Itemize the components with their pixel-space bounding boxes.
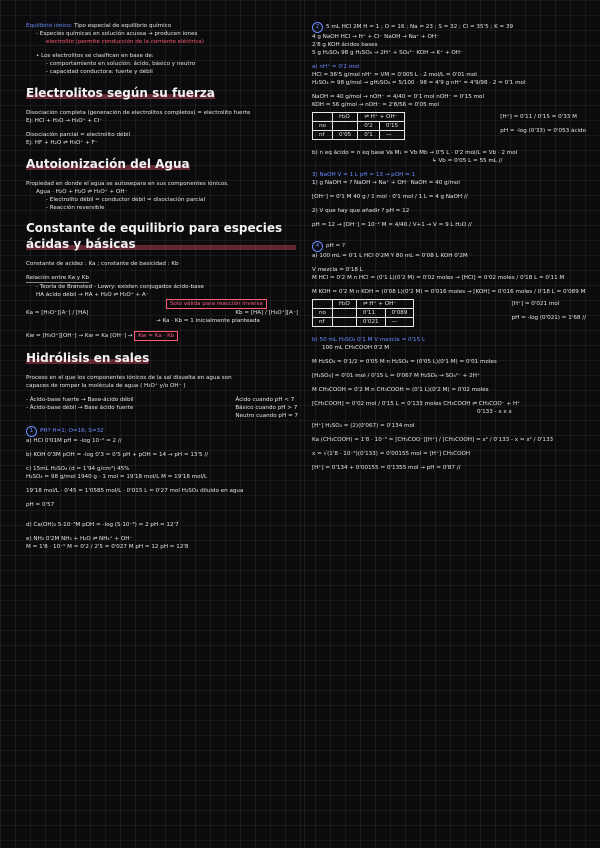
table-row: [313, 309, 414, 318]
ex1-title: PH? H=1; O=16; S=32: [40, 428, 104, 434]
table-row: [313, 113, 405, 122]
fuerza-l1: Disociación completa (generación de electrolitos completos) = electrolito fuerte: [26, 110, 251, 116]
heading-fuerza: Electrolitos según su fuerza: [26, 86, 215, 100]
q4-b9: [H⁺] = 0'134 + 0'00155 = 0'1355 mol → pH = 0'87 //: [312, 465, 461, 471]
table-cell: 0'089: [385, 309, 414, 318]
table-row: [313, 300, 414, 309]
q2-title: 5 mL HCl 2M H = 1 ; O = 16 ; Na = 23 ; S = 32 ; Cl = 35'5 ; K = 39: [326, 24, 514, 30]
table-row: [313, 122, 405, 131]
q4-a3: M KOH = 0'2 M n KOH = (0'08 L)(0'2 M) = 0'016 moles → [KOH] = 0'016 moles / 0'18 L = 0'089 M: [312, 289, 586, 295]
q4-a2: M HCl = 0'2 M n HCl = (0'1 L)(0'2 M) = 0'02 moles → [HCl] = 0'02 moles / 0'18 L = 0'11 M: [312, 275, 565, 281]
hidro-l2: capaces de romper la molécula de agua ( H₃O⁺ y/o OH⁻ ): [26, 383, 186, 389]
table-cell: H₂O: [332, 113, 357, 122]
hidro-r1a: - Ácido-base fuerte: [26, 397, 80, 403]
q2-b2: ↳ Vb = 0'05 L = 55 mL //: [432, 158, 503, 164]
table-cell: no: [313, 122, 333, 131]
q4-t2: pH = -log (0'021) = 1'68 //: [511, 315, 586, 321]
q2-l2: 2'8 g KOH ácidos bases: [312, 42, 378, 48]
intro-l2: electrolito (permite conducción de la corriente eléctrica): [46, 39, 204, 45]
ex1-d: d) Ca(OH)₂ 5·10⁻³M pOH = -log (5·10⁻³) = 2 pH = 12'7: [26, 522, 179, 528]
table-row: [313, 318, 414, 327]
fuerza-l3: Disociación parcial = electrolito débil: [26, 132, 131, 138]
hidro-r2a: - Ácido-base débil: [26, 405, 77, 411]
q4-b: b) 50 mL H₂SO₄ 0'1 M V mezcla = 0'15 L: [312, 337, 426, 343]
const-note2: → Ka · Kb = 1 inicialmente planteada: [156, 318, 260, 324]
q4-t1: [H⁺] = 0'021 mol: [511, 301, 560, 307]
q2-b: b) n eq ácido = n eq base Va M₁ = Vb Mb → 0'5 L · 0'2 mol/L = Vb · 2 mol: [312, 150, 518, 156]
q4-b6: [H⁺] H₂SO₄ = (2)(0'067) = 0'134 mol: [312, 423, 415, 429]
ka-formula: Ka = [H₃O⁺][A⁻] / [HA]: [26, 310, 89, 316]
q2-t1: [H⁺] = 0'11 / 0'15 = 0'33 M: [500, 114, 577, 120]
table-cell: ⇌ H⁺ + OH⁻: [358, 113, 405, 122]
const-l4: HA ácido débil → HA + H₂O ⇌ H₃O⁺ + A⁻: [36, 292, 149, 298]
q3-header: 3) NaOH V = 1 L pH = 13 → pOH = 1: [312, 172, 416, 178]
q4-b4: M CH₃COOH = 0'2 M n CH₃COOH = (0'1 L)(0'2 M) = 0'02 moles: [312, 387, 489, 393]
q4-b8: x = √(1'8 · 10⁻⁵)(0'133) = 0'00155 mol = [H⁺] CH₃COOH: [312, 451, 471, 457]
q4-b5: [CH₃COOH] = 0'02 mol / 0'15 L = 0'133 moles CH₃COOH ⇌ CH₃COO⁻ + H⁺: [312, 401, 521, 407]
kb-formula: Kb = [HA] / [H₃O⁺][A⁻]: [235, 310, 298, 316]
ex1-e2: M = 1'8 · 10⁻⁵ M = 0'2 / 2'5 = 0'027 M pH = 12 pH = 12'8: [26, 544, 189, 550]
q4-b7: Ka (CH₃COOH) = 1'8 · 10⁻⁵ = [CH₃COO⁻][H⁺] / [CH₃COOH] = x² / 0'133 - x ≈ x² / 0'133: [312, 437, 554, 443]
q2-a4: KOH = 56 g/mol → nOH⁻ = 2'8/56 = 0'05 mol: [312, 102, 439, 108]
ex1-e1: e) NH₃ 0'2M NH₃ + H₂O ⇌ NH₄⁺ + OH⁻: [26, 536, 133, 542]
intro-term: Equilibrio iónico:: [26, 23, 73, 29]
hidro-l1: Proceso en el que los componentes iónicos de la sal disuelta en agua son: [26, 375, 232, 381]
hidro-r2: [26, 404, 134, 412]
q3-d: pH = 12 → [OH⁻] = 10⁻² M = 4/40 / V+1 → V = 9 L H₂O //: [312, 222, 472, 228]
intro-line: [26, 22, 298, 30]
q4-title: pH = ?: [326, 243, 345, 249]
ex1-c3: 19'18 mol/L · 0'45 = 1'0585 mol/L · 0'015 L = 0'27 mol H₂SO₄ diluido en agua: [26, 488, 244, 494]
auto-l3: - Electrolito débil = conductor débil = disociación parcial: [46, 197, 206, 203]
q2-header: [312, 22, 586, 33]
heading-constante: Constante de equilibrio para especies ácidas y básicas: [26, 220, 296, 252]
fuerza-l2: Ej: HCl + H₂O → H₃O⁺ + Cl⁻: [26, 118, 103, 124]
table-cell: [313, 113, 333, 122]
hidro-r2b: → Base ácido fuerte: [77, 405, 134, 411]
q4-a: a) 100 mL = 0'1 L HCl 0'2M Y 80 mL = 0'08 L KOH 0'2M: [312, 253, 468, 259]
table-cell: [313, 300, 333, 309]
table-row: [313, 131, 405, 140]
table-cell: 0'021: [356, 318, 385, 327]
ex1-a: a) HCl 0'01M pH = -log 10⁻² = 2 //: [26, 438, 122, 444]
heading-hidrolisis: Hidrólisis en sales: [26, 351, 150, 365]
table-cell: H₂O: [332, 300, 356, 309]
column-divider: [304, 0, 305, 848]
q3-b: [OH⁻] = 0'1 M 40 g / 1 mol · 0'1 mol / 1 L = 4 g NaOH //: [312, 194, 468, 200]
table-cell: [332, 318, 356, 327]
hidro-r1b: → Base-ácido débil: [81, 397, 134, 403]
q4-b2: M H₂SO₄ = 0'1/2 = 0'05 M n H₂SO₄ = (0'05 L)(0'1 M) = 0'01 moles: [312, 359, 497, 365]
q3-c: 2) V que hay que añadir ? pH = 12: [312, 208, 410, 214]
heading-autoionizacion: Autoionización del Agua: [26, 157, 190, 171]
table-cell: 0'05: [332, 131, 357, 140]
q4-header: [312, 241, 586, 252]
q2-a2: H₂SO₄ = 98 g/mol → gH₂SO₄ = 5/100 · 98 = 4'9 g nH⁺ = 4'9/98 · 2 = 0'1 mol: [312, 80, 526, 86]
q2-number: 2: [312, 22, 323, 33]
q2-l1: 4 g NaOH HCl → H⁺ + Cl⁻ NaOH → Na⁺ + OH⁻: [312, 34, 440, 40]
fuerza-l4: Ej: HF + H₂O ⇌ H₃O⁺ + F⁻: [26, 140, 98, 146]
intro-l4: - comportamiento en solución: ácido, básico y neutro: [46, 61, 196, 67]
table-cell: —: [379, 131, 404, 140]
q3-a: 1) g NaOH = ? NaOH → Na⁺ + OH⁻ NaOH = 40 g/mol: [312, 180, 460, 186]
const-l1: Constante de acidez : Ka ; constante de basicidad : Kb: [26, 261, 179, 267]
kw-line: [26, 331, 298, 341]
ex1-b: b) KOH 0'3M pOH = -log 0'3 = 0'5 pH + pOH = 14 → pH = 13'5 //: [26, 452, 209, 458]
auto-l2: Agua · H₂O + H₂O ⇌ H₃O⁺ + OH⁻: [36, 189, 128, 195]
ex1-header: [26, 426, 298, 437]
hidro-c2: Básico cuando pH > 7: [235, 405, 298, 411]
ex1-c4: pH = 0'57: [26, 502, 55, 508]
const-note1: [26, 299, 298, 309]
kw-formula: Kw = [H₃O⁺][OH⁻] → Kw = Ka [OH⁻] →: [26, 333, 133, 339]
kw-box: Kw = Ka · Kb: [134, 331, 178, 341]
table-cell: [332, 309, 356, 318]
table-cell: no: [313, 309, 333, 318]
q4-b1: 100 mL CH₃COOH 0'2 M: [322, 345, 390, 351]
auto-l4: - Reacción reversible: [46, 205, 105, 211]
q2-a: a) nH⁺ = 0'2 mol: [312, 64, 360, 70]
q2-a1: HCl = 36'5 g/mol nH⁺ = VM = 0'005 L · 2 mol/L = 0'01 mol: [312, 72, 477, 78]
table-cell: 0'1: [358, 131, 380, 140]
intro-l3: • Los electrolitos se clasifican en base de:: [36, 53, 154, 59]
hidro-c3: Neutro cuando pH = 7: [235, 413, 298, 419]
q4-a1: V mezcla = 0'18 L: [312, 267, 363, 273]
ex1-number: 1: [26, 426, 37, 437]
left-column: [26, 22, 298, 551]
table-cell: 0'2: [358, 122, 380, 131]
q2-a3: NaOH = 40 g/mol → nOH⁻ = 4/40 = 0'1 mol nOH⁻ = 0'15 mol: [312, 94, 485, 100]
right-column: [312, 22, 586, 472]
table-cell: nf: [313, 318, 333, 327]
ex1-c1: c) 15mL H₂SO₄ (d = 1'94 g/cm³) 45%: [26, 466, 130, 472]
q4-b5b: 0'133 - x x x: [477, 409, 512, 415]
const-l2: Relación entre Ka y Kb: [26, 275, 90, 281]
intro-text: Tipo especial de equilibrio químico: [74, 23, 172, 29]
note-box: Solo válida para reacción inversa: [166, 299, 267, 309]
hidro-r1: [26, 396, 134, 404]
auto-l1: Propiedad en donde el agua se autosepara en sus componentes iónicos.: [26, 181, 229, 187]
ex1-c2: H₂SO₄ = 98 g/mol 1940 g · 1 mol = 19'18 mol/L M = 19'18 mol/L: [26, 474, 208, 480]
table-cell: —: [385, 318, 414, 327]
q4-ice-table: [312, 299, 414, 327]
hidro-c1: Ácido cuando pH < 7: [235, 397, 295, 403]
q2-t2: pH = -log (0'33) = 0'053 ácido: [500, 128, 586, 134]
const-l3: - Teoría de Brønsted - Lowry: existen conjugados ácido-base: [36, 284, 204, 290]
table-cell: nf: [313, 131, 333, 140]
q4-b3: [H₂SO₄] = 0'01 mol / 0'15 L = 0'067 M H₂SO₄ → SO₄²⁻ + 2H⁺: [312, 373, 480, 379]
table-cell: ⇌ H⁺ + OH⁻: [356, 300, 414, 309]
table-cell: 0'11: [356, 309, 385, 318]
q4-number: 4: [312, 241, 323, 252]
intro-l1: - Especies químicas en solución acuosa → producen iones: [36, 31, 198, 37]
table-cell: 0'15: [379, 122, 404, 131]
q2-l3: 5 g H₂SO₄ 98 g H₂SO₄ → 2H⁺ + SO₄²⁻ KOH → K⁺ + OH⁻: [312, 50, 463, 56]
q2-ice-table: [312, 112, 405, 140]
intro-l5: - capacidad conductora: fuerte y débil: [46, 69, 153, 75]
